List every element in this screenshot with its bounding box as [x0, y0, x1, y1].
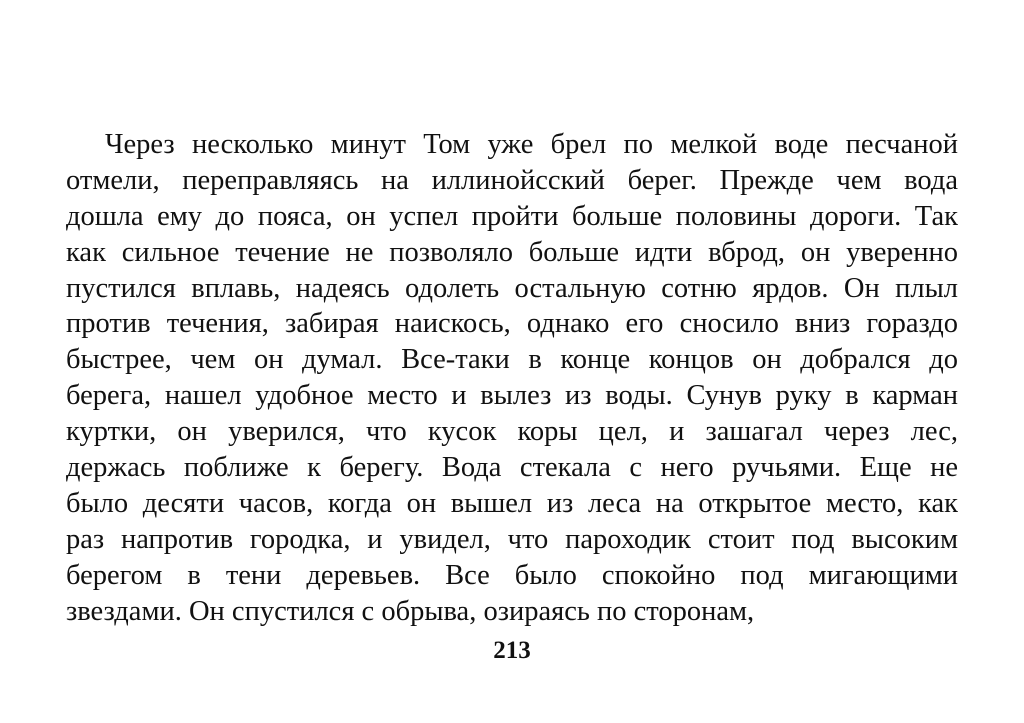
text-line: берега, нашел удобное место и вылез из воды. Сунув руку в карман — [66, 380, 958, 412]
text-line: раз напротив городка, и увидел, что пароходик стоит под высоким — [66, 523, 958, 555]
text-line: отмели, переправляясь на иллинойсский берег. Прежде чем вода — [66, 164, 958, 196]
text-line: берегом в тени деревьев. Все было спокойно под мигающими — [66, 559, 958, 591]
text-line: куртки, он уверился, что кусок коры цел, и зашагал через лес, — [66, 416, 958, 448]
text-line: Через несколько минут Том уже брел по мелкой воде песчаной — [105, 129, 958, 160]
text-line: пустился вплавь, надеясь одолеть остальную сотню ярдов. Он плыл — [66, 272, 958, 304]
text-line: быстрее, чем он думал. Все-таки в конце концов он добрался до — [66, 344, 958, 376]
text-line: звездами. Он спустился с обрыва, озираясь по сторонам, — [66, 595, 755, 627]
text-line: против течения, забирая наискось, однако его сносило вниз гораздо — [66, 308, 958, 340]
text-line: держась поближе к берегу. Вода стекала с него ручьями. Еще не — [66, 452, 958, 484]
body-paragraph — [66, 127, 958, 629]
page-number: 213 — [493, 637, 531, 664]
text-line: как сильное течение не позволяло больше идти вброд, он уверенно — [66, 236, 958, 268]
text-line: было десяти часов, когда он вышел из леса на открытое место, как — [66, 487, 958, 519]
text-line: дошла ему до пояса, он успел пройти больше половины дороги. Так — [66, 200, 958, 232]
